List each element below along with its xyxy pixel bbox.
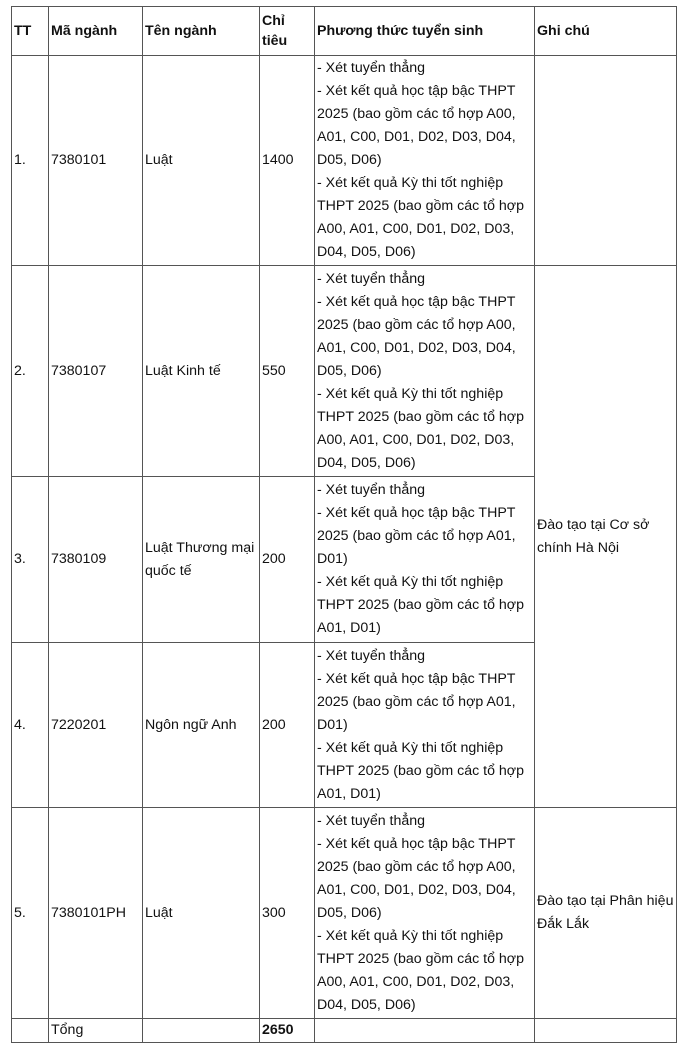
- cell-ma-nganh: 7380109: [49, 477, 143, 643]
- cell-phuong-thuc: [315, 477, 535, 643]
- cell-tt: 3.: [12, 477, 49, 643]
- cell-tt: [12, 1019, 49, 1043]
- header-tt: TT: [12, 7, 49, 56]
- cell-chi-tieu: 200: [260, 643, 315, 808]
- cell-ghi-chu-ha-noi: Đào tạo tại Cơ sở chính Hà Nội: [535, 266, 677, 808]
- cell-chi-tieu: 300: [260, 808, 315, 1019]
- method-line: - Xét kết quả Kỳ thi tốt nghiệp THPT 2025 (bao gồm các tổ hợp A00, A01, C00, D01, D02, D03, D04, D05, D06): [317, 927, 524, 1013]
- method-line: - Xét tuyển thẳng: [317, 60, 426, 76]
- table-row: [12, 808, 677, 1019]
- method-line: - Xét kết quả học tập bậc THPT 2025 (bao gồm các tổ hợp A01, D01): [317, 670, 516, 733]
- method-line: - Xét kết quả học tập bậc THPT 2025 (bao gồm các tổ hợp A00, A01, C00, D01, D02, D03, D04, D05, D06): [317, 293, 516, 379]
- cell-phuong-thuc: [315, 1019, 535, 1043]
- method-line: - Xét kết quả Kỳ thi tốt nghiệp THPT 2025 (bao gồm các tổ hợp A00, A01, C00, D01, D02, D03, D04, D05, D06): [317, 385, 524, 471]
- header-ma-nganh: Mã ngành: [49, 7, 143, 56]
- cell-ten-nganh: Luật Kinh tế: [143, 266, 260, 477]
- cell-ghi-chu: [535, 56, 677, 266]
- method-line: - Xét kết quả học tập bậc THPT 2025 (bao gồm các tổ hợp A00, A01, C00, D01, D02, D03, D04, D05, D06): [317, 83, 516, 168]
- method-line: - Xét tuyển thẳng: [317, 647, 426, 664]
- cell-ma-nganh: 7220201: [49, 643, 143, 808]
- cell-ten-nganh: Luật: [143, 56, 260, 266]
- cell-ten-nganh: Luật Thương mại quốc tế: [143, 477, 260, 643]
- cell-tt: 4.: [12, 643, 49, 808]
- cell-phuong-thuc: [315, 56, 535, 266]
- method-line: - Xét tuyển thẳng: [317, 482, 426, 498]
- table-row: [12, 266, 677, 477]
- admissions-table: [11, 6, 677, 1043]
- cell-phuong-thuc: [315, 266, 535, 477]
- header-chi-tieu: [260, 7, 315, 56]
- cell-ghi-chu-dak-lak: Đào tạo tại Phân hiệu Đắk Lắk: [535, 808, 677, 1019]
- cell-tt: 1.: [12, 56, 49, 266]
- cell-ten-nganh: Luật: [143, 808, 260, 1019]
- cell-chi-tieu: 1400: [260, 56, 315, 266]
- table-row: [12, 56, 677, 266]
- cell-ma-nganh: 7380101PH: [49, 808, 143, 1019]
- cell-ma-nganh: 7380101: [49, 56, 143, 266]
- header-row: [12, 7, 677, 56]
- header-ghi-chu: Ghi chú: [535, 7, 677, 56]
- total-label: Tổng: [49, 1019, 143, 1043]
- cell-tt: 2.: [12, 266, 49, 477]
- header-ten-nganh: Tên ngành: [143, 7, 260, 56]
- cell-ma-nganh: 7380107: [49, 266, 143, 477]
- cell-tt: 5.: [12, 808, 49, 1019]
- header-phuong-thuc: Phương thức tuyển sinh: [315, 7, 535, 56]
- cell-chi-tieu: 550: [260, 266, 315, 477]
- cell-ten-nganh: [143, 1019, 260, 1043]
- header-chi-tieu-line2: tiêu: [262, 33, 288, 49]
- method-line: - Xét tuyển thẳng: [317, 270, 426, 287]
- total-value: 2650: [260, 1019, 315, 1043]
- method-line: - Xét kết quả Kỳ thi tốt nghiệp THPT 2025 (bao gồm các tổ hợp A00, A01, C00, D01, D02, D03, D04, D05, D06): [317, 175, 524, 260]
- cell-phuong-thuc: [315, 643, 535, 808]
- method-line: - Xét kết quả học tập bậc THPT 2025 (bao gồm các tổ hợp A00, A01, C00, D01, D02, D03, D04, D05, D06): [317, 835, 516, 921]
- method-line: - Xét tuyển thẳng: [317, 812, 426, 829]
- method-line: - Xét kết quả Kỳ thi tốt nghiệp THPT 2025 (bao gồm các tổ hợp A01, D01): [317, 574, 524, 636]
- cell-ten-nganh: Ngôn ngữ Anh: [143, 643, 260, 808]
- cell-phuong-thuc: [315, 808, 535, 1019]
- cell-ghi-chu: [535, 1019, 677, 1043]
- cell-chi-tieu: 200: [260, 477, 315, 643]
- method-line: - Xét kết quả học tập bậc THPT 2025 (bao gồm các tổ hợp A01, D01): [317, 505, 516, 567]
- total-row: [12, 1019, 677, 1043]
- method-line: - Xét kết quả Kỳ thi tốt nghiệp THPT 2025 (bao gồm các tổ hợp A01, D01): [317, 739, 524, 802]
- header-chi-tieu-line1: Chỉ: [262, 13, 285, 29]
